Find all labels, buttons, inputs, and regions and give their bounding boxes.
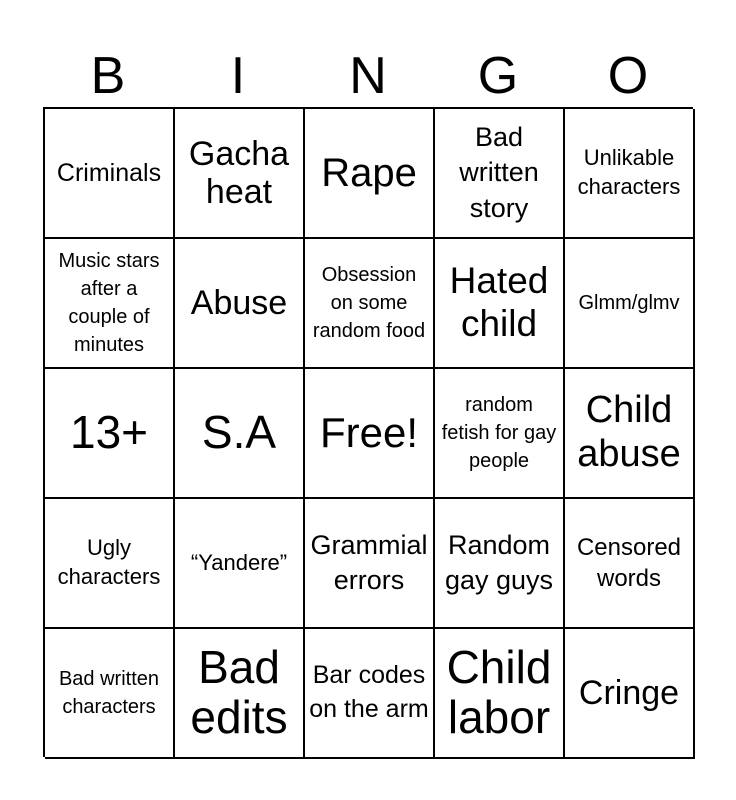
bingo-cell[interactable]	[435, 499, 565, 629]
cell-label: Abuse	[190, 283, 288, 322]
header-letter-n: N	[349, 47, 387, 105]
bingo-cell[interactable]	[435, 109, 565, 239]
header-letter-o: O	[607, 47, 649, 105]
cell-label: S.A	[201, 406, 277, 459]
cell-label: Obsession on some random food	[312, 264, 426, 342]
cell-label: Glmm/glmv	[578, 292, 680, 314]
cell-label: Bad written characters	[58, 668, 160, 718]
cell-label: Cringe	[578, 673, 680, 712]
bingo-cell[interactable]	[565, 369, 695, 499]
bingo-cell[interactable]	[305, 239, 435, 369]
cell-label: Child abuse	[577, 389, 681, 475]
bingo-cell[interactable]	[435, 239, 565, 369]
cell-label: Unlikable characters	[577, 145, 681, 199]
bingo-cell[interactable]	[305, 109, 435, 239]
bingo-cell[interactable]	[305, 629, 435, 759]
cell-label: Bad written story	[459, 122, 539, 223]
cell-label: Grammial errors	[310, 529, 428, 595]
cell-label: Bad edits	[190, 641, 288, 743]
bingo-cell[interactable]	[45, 369, 175, 499]
header-letter-g: G	[477, 47, 519, 105]
bingo-cell[interactable]	[175, 499, 305, 629]
cell-label: Bar codes on the arm	[309, 661, 429, 723]
cell-label: Music stars after a couple of minutes	[58, 250, 160, 356]
cell-label: “Yandere”	[190, 549, 288, 575]
bingo-cell[interactable]	[305, 499, 435, 629]
bingo-cell[interactable]	[45, 499, 175, 629]
cell-label: random fetish for gay people	[441, 394, 557, 472]
header-letter-b: B	[90, 47, 126, 105]
bingo-cell[interactable]	[565, 629, 695, 759]
bingo-cell[interactable]	[565, 109, 695, 239]
cell-label: Ugly characters	[57, 535, 161, 589]
bingo-cell[interactable]	[45, 109, 175, 239]
bingo-cell[interactable]	[565, 499, 695, 629]
bingo-grid	[43, 107, 693, 757]
cell-label: Gacha heat	[188, 134, 290, 211]
cell-label: Rape	[321, 151, 417, 195]
bingo-cell[interactable]	[175, 109, 305, 239]
bingo-cell[interactable]	[45, 629, 175, 759]
cell-label: Child labor	[446, 641, 552, 743]
cell-label: Censored words	[576, 533, 682, 592]
bingo-cell[interactable]	[45, 239, 175, 369]
bingo-cell[interactable]	[175, 239, 305, 369]
cell-label: 13+	[69, 406, 149, 459]
cell-label: Random gay guys	[444, 529, 554, 595]
bingo-cell[interactable]	[565, 239, 695, 369]
cell-label: Free!	[319, 408, 419, 456]
bingo-header	[43, 46, 693, 106]
bingo-cell[interactable]	[435, 629, 565, 759]
bingo-cell[interactable]	[435, 369, 565, 499]
bingo-cell[interactable]	[175, 629, 305, 759]
bingo-cell[interactable]	[175, 369, 305, 499]
cell-label: Hated child	[449, 260, 549, 344]
cell-label: Criminals	[56, 159, 162, 187]
header-letter-i: I	[230, 47, 246, 105]
bingo-cell[interactable]	[305, 369, 435, 499]
